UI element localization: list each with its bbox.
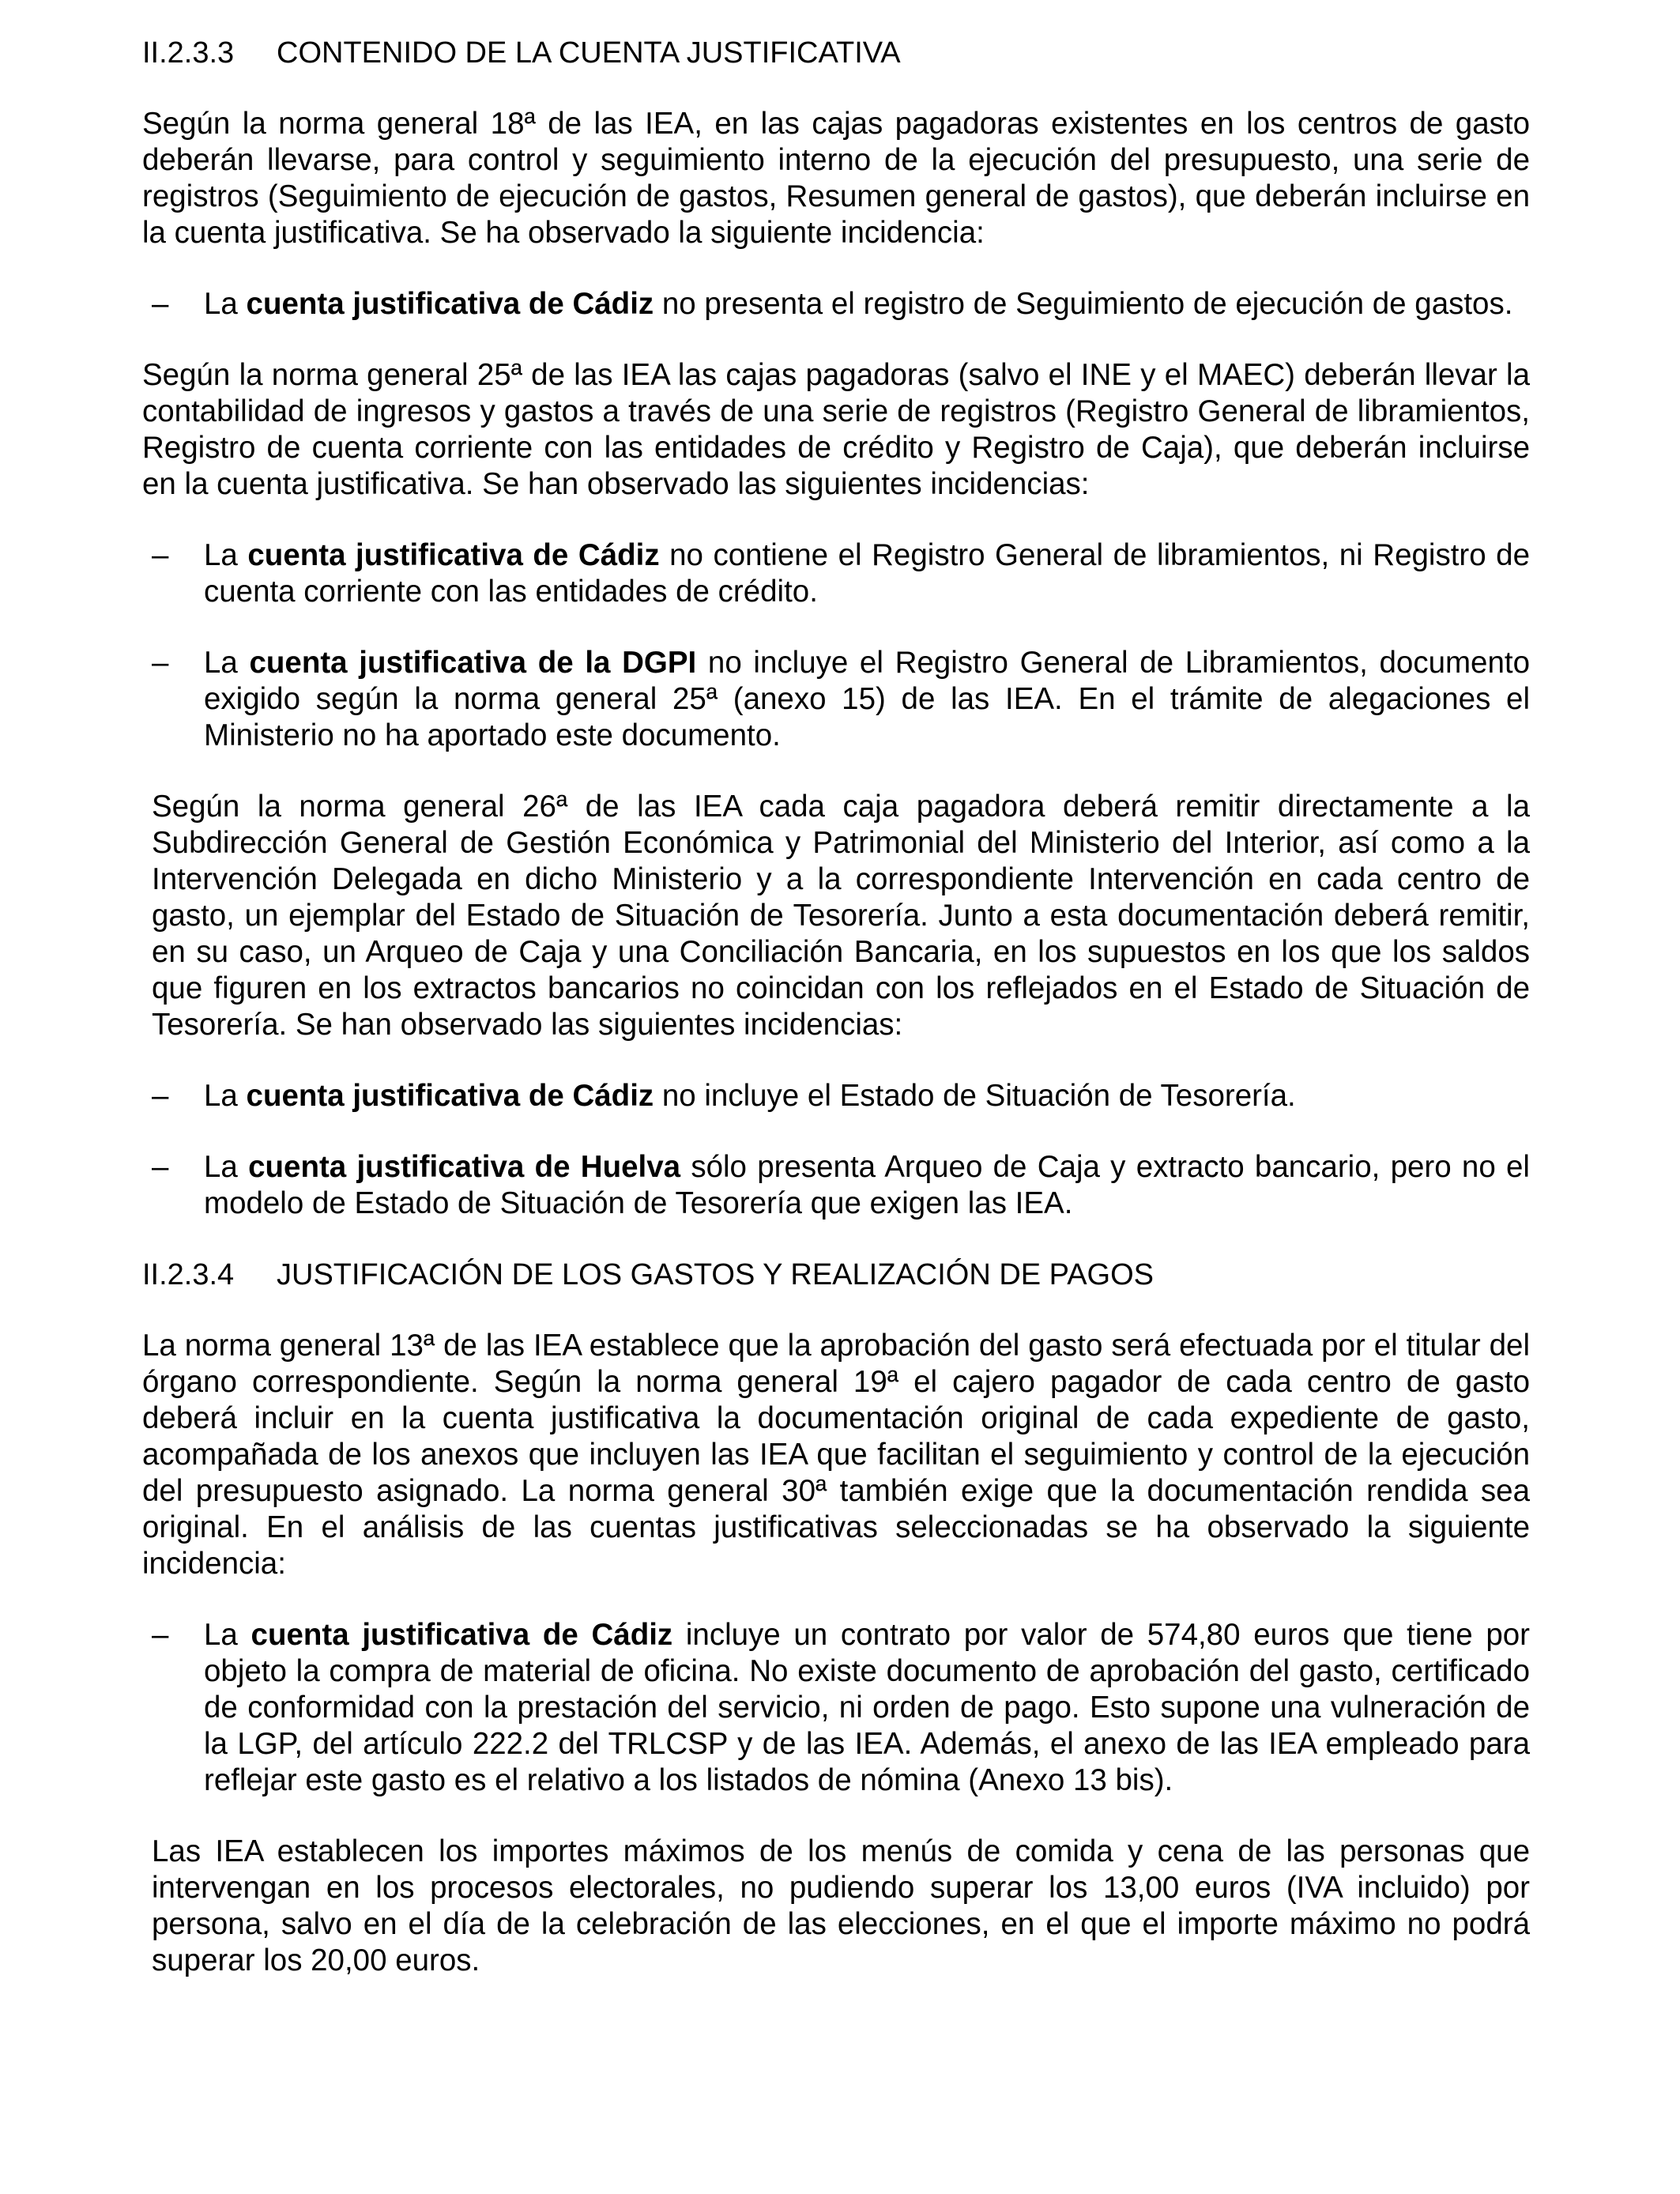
document-page — [142, 35, 1530, 2014]
bold-subject: cuenta justificativa de Cádiz — [250, 1618, 673, 1652]
bold-subject: cuenta justificativa de la DGPI — [249, 646, 697, 680]
paragraph-menus-electorales: Las IEA establecen los importes máximos de los menús de comida y cena de las personas que intervengan en los procesos electorales, no pudiendo superar los 13,00 euros (IVA incluido) por persona, salvo en el día de la celebración de las elecciones, en el que el importe máximo no podrá superar los 20,00 euros. — [152, 1834, 1530, 1977]
dash-marker: – — [152, 287, 169, 321]
section-heading-ii-2-3-3 — [142, 35, 1530, 71]
paragraph-norma-18: Según la norma general 18ª de las IEA, en las cajas pagadoras existentes en los centros de gasto deberán llevarse, para control y seguimiento interno de la ejecución del presupuesto, una serie de registros (Seguimiento de ejecución de gastos, Resumen general de gastos), que deberán incluirse en la cuenta justificativa. Se ha observado la siguiente incidencia: — [142, 107, 1530, 250]
section-number: II.2.3.3 — [142, 36, 235, 70]
paragraph-norma-25: Según la norma general 25ª de las IEA las cajas pagadoras (salvo el INE y el MAEC) deberán llevar la contabilidad de ingresos y gastos a través de una serie de registros (Registro General de libramientos, Registro de cuenta corriente con las entidades de crédito y Registro de Caja), que deberán incluirse en la cuenta justificativa. Se han observado las siguientes incidencias: — [142, 358, 1530, 501]
bullet-item: – La cuenta justificativa de Cádiz no contiene el Registro General de libramientos, ni Registro de cuenta corriente con las entidades de crédito. — [152, 538, 1530, 609]
bullet-item: – La cuenta justificativa de Huelva sólo presenta Arqueo de Caja y extracto bancario, pero no el modelo de Estado de Situación de Tesorería que exigen las IEA. — [152, 1150, 1530, 1220]
paragraph-norma-26: Según la norma general 26ª de las IEA cada caja pagadora deberá remitir directamente a la Subdirección General de Gestión Económica y Patrimonial del Ministerio del Interior, así como a la Intervención Delegada en dicho Ministerio y a la correspondiente Intervención en cada centro de gasto, un ejemplar del Estado de Situación de Tesorería. Junto a esta documentación deberá remitir, en su caso, un Arqueo de Caja y una Conciliación Bancaria, en los supuestos en los que los saldos que figuren en los extractos bancarios no coincidan con los reflejados en el Estado de Situación de Tesorería. Se han observado las siguientes incidencias: — [152, 790, 1530, 1042]
dash-marker: – — [152, 646, 169, 680]
bullet-item: – La cuenta justificativa de Cádiz incluye un contrato por valor de 574,80 euros que tiene por objeto la compra de material de oficina. No existe documento de aprobación del gasto, certificado de conformidad con la prestación del servicio, ni orden de pago. Esto supone una vulneración de la LGP, del artículo 222.2 del TRLCSP y de las IEA. Además, el anexo de las IEA empleado para reflejar este gasto es el relativo a los listados de nómina (Anexo 13 bis). — [152, 1618, 1530, 1797]
dash-marker: – — [152, 538, 169, 572]
dash-marker: – — [152, 1079, 169, 1113]
dash-marker: – — [152, 1618, 169, 1652]
section-heading-ii-2-3-4 — [142, 1257, 1530, 1293]
bullet-item: – La cuenta justificativa de la DGPI no incluye el Registro General de Libramientos, documento exigido según la norma general 25ª (anexo 15) de las IEA. En el trámite de alegaciones el Ministerio no ha aportado este documento. — [152, 646, 1530, 752]
paragraph-norma-13: La norma general 13ª de las IEA establece que la aprobación del gasto será efectuada por el titular del órgano correspondiente. Según la norma general 19ª el cajero pagador de cada centro de gasto deberá incluir en la cuenta justificativa la documentación original de cada expediente de gasto, acompañada de los anexos que incluyen las IEA que facilitan el seguimiento y control de la ejecución del presupuesto asignado. La norma general 30ª también exige que la documentación rendida sea original. En el análisis de las cuentas justificativas seleccionadas se ha observado la siguiente incidencia: — [142, 1329, 1530, 1581]
dash-marker: – — [152, 1150, 169, 1184]
section-number: II.2.3.4 — [142, 1258, 235, 1291]
bold-subject: cuenta justificativa de Huelva — [248, 1150, 681, 1184]
bold-subject: cuenta justificativa de Cádiz — [247, 538, 660, 572]
section-title: JUSTIFICACIÓN DE LOS GASTOS Y REALIZACIÓN DE PAGOS — [277, 1258, 1154, 1291]
bold-subject: cuenta justificativa de Cádiz — [246, 287, 654, 321]
section-title: CONTENIDO DE LA CUENTA JUSTIFICATIVA — [277, 36, 901, 70]
bold-subject: cuenta justificativa de Cádiz — [246, 1079, 654, 1113]
bullet-item: – La cuenta justificativa de Cádiz no presenta el registro de Seguimiento de ejecución de gastos. — [152, 287, 1513, 321]
bullet-item: – La cuenta justificativa de Cádiz no incluye el Estado de Situación de Tesorería. — [152, 1079, 1296, 1113]
